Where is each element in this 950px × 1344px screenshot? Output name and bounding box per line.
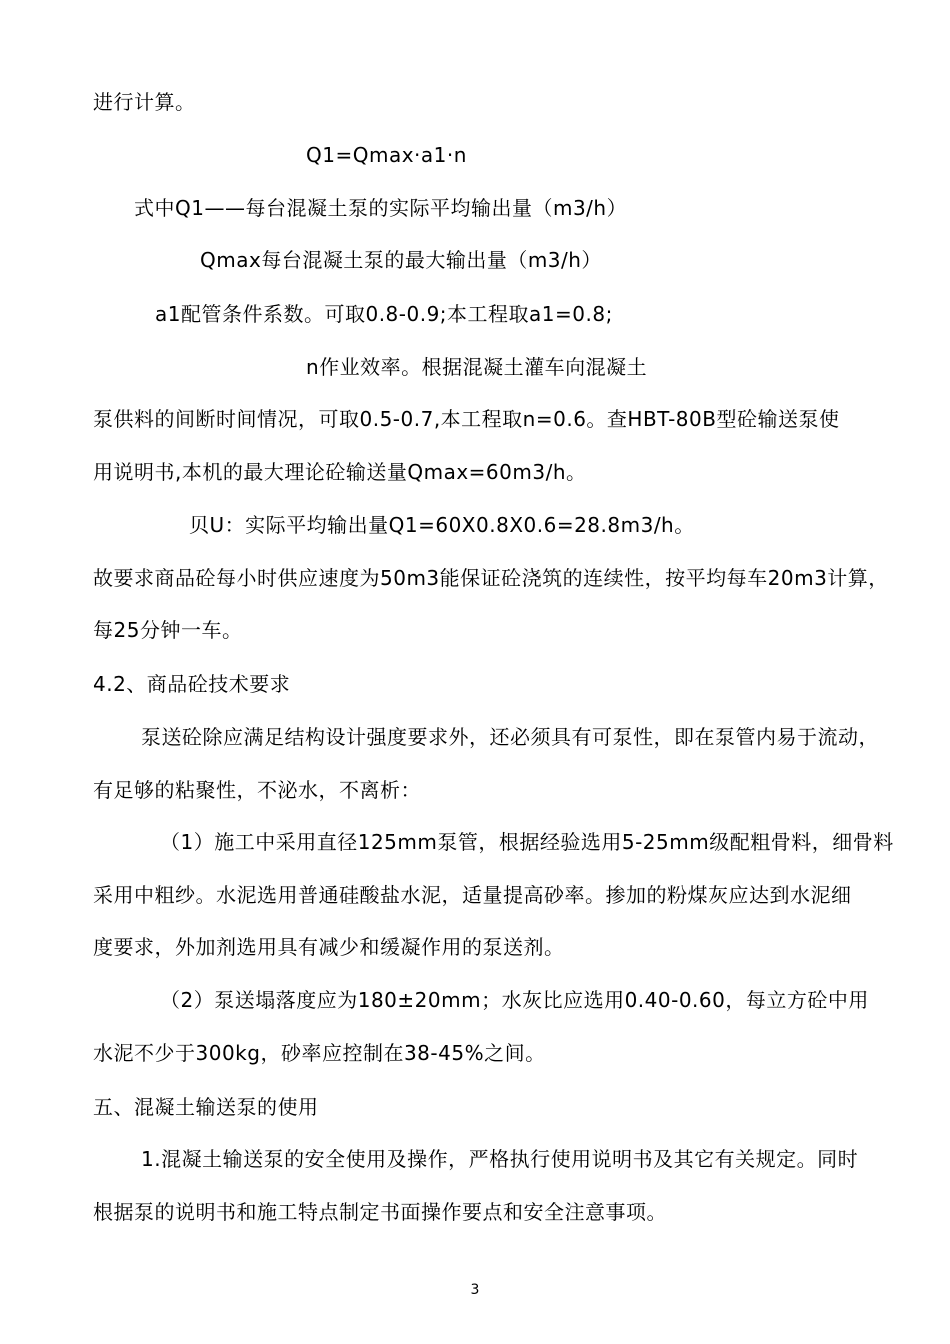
text-line: 贝U：实际平均输出量Q1=60X0.8X0.6=28.8m3/h。 bbox=[189, 513, 695, 537]
text-line: 有足够的粘聚性，不泌水，不离析： bbox=[93, 778, 421, 802]
section-heading: 五、混凝土输送泵的使用 bbox=[93, 1095, 319, 1119]
text-line: 泵供料的间断时间情况，可取0.5-0.7,本工程取n=0.6。查HBT-80B型砼输送泵使 bbox=[93, 407, 840, 431]
text-line: 进行计算。 bbox=[93, 90, 196, 114]
text-line: 1.混凝土输送泵的安全使用及操作，严格执行使用说明书及其它有关规定。同时 bbox=[141, 1147, 859, 1171]
page-number: 3 bbox=[470, 1282, 480, 1298]
section-heading: 4.2、商品砼技术要求 bbox=[93, 672, 291, 696]
text-line: 度要求，外加剂选用具有减少和缓凝作用的泵送剂。 bbox=[93, 935, 565, 959]
text-line: （1）施工中采用直径125mm泵管，根据经验选用5-25mm级配粗骨料，细骨料 bbox=[160, 830, 894, 854]
text-line: n作业效率。根据混凝土灌车向混凝土 bbox=[306, 355, 648, 379]
text-line: Qmax每台混凝土泵的最大输出量（m3/h） bbox=[200, 248, 602, 272]
text-line: （2）泵送塌落度应为180±20mm；水灰比应选用0.40-0.60，每立方砼中用 bbox=[160, 988, 869, 1012]
text-line: 用说明书,本机的最大理论砼输送量Qmax=60m3/h。 bbox=[93, 460, 587, 484]
text-line: 根据泵的说明书和施工特点制定书面操作要点和安全注意事项。 bbox=[93, 1200, 667, 1224]
text-line: 故要求商品砼每小时供应速度为50m3能保证砼浇筑的连续性，按平均每车20m3计算， bbox=[93, 566, 889, 590]
text-line: a1配管条件系数。可取0.8-0.9;本工程取a1=0.8; bbox=[155, 302, 613, 326]
formula-line: Q1=Qmax·a1·n bbox=[306, 143, 467, 167]
text-line: 采用中粗纱。水泥选用普通硅酸盐水泥，适量提高砂率。掺加的粉煤灰应达到水泥细 bbox=[93, 883, 852, 907]
text-line: 泵送砼除应满足结构设计强度要求外，还必须具有可泵性，即在泵管内易于流动， bbox=[141, 725, 879, 749]
text-line: 每25分钟一车。 bbox=[93, 618, 243, 642]
text-line: 水泥不少于300kg，砂率应控制在38-45%之间。 bbox=[93, 1041, 546, 1065]
text-line: 式中Q1——每台混凝土泵的实际平均输出量（m3/h） bbox=[134, 196, 628, 220]
